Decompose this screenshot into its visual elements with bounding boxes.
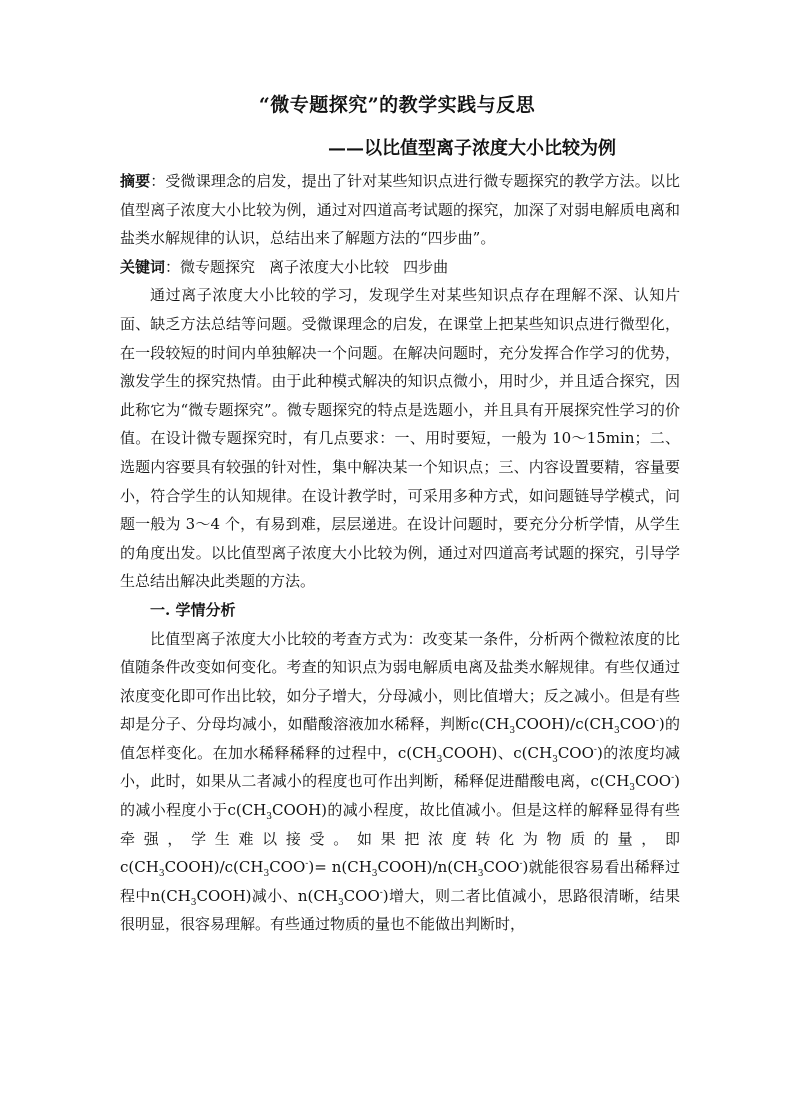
abstract-label: 摘要 bbox=[120, 172, 151, 190]
keyword-item: 四步曲 bbox=[403, 257, 449, 276]
text-run: 的值怎样变化。在加水稀释稀释的过程中， bbox=[120, 715, 680, 762]
abstract-colon: ： bbox=[150, 172, 166, 190]
document-body bbox=[120, 167, 680, 939]
text-run: 的减小程度小于 bbox=[120, 801, 228, 820]
text-run: 的浓度均减小，此时，如果从二者减小的程度也可作出判断，稀释促进醋酸电离， bbox=[120, 743, 680, 791]
text-run: 就能很容易看出稀释过程中 bbox=[120, 858, 680, 905]
keywords-label: 关键词 bbox=[120, 257, 166, 276]
keywords-colon: ： bbox=[165, 257, 181, 276]
text-run: 比值型离子浓度大小比较的考查方式为：改变某一条件，分析两个微粒浓度的比值随条件改变如何变化。考查的知识点为弱电解质电离及盐类水解规律。有些仅通过浓度变化即可作出比较，如分子增大，分母减小，则比值增大；反之减小。但是有些却是分子、分母均减小，如醋酸溶液加水稀释，判断 bbox=[120, 629, 680, 734]
keywords bbox=[120, 253, 680, 282]
abstract-text: 受微课理念的启发，提出了针对某些知识点进行微专题探究的教学方法。以比值型离子浓度大小比较为例，通过对四道高考试题的探究，加深了对弱电解质电离和盐类水解规律的认识，总结出来了解题方法的“四步曲”。 bbox=[120, 172, 680, 248]
section-heading: 一. 学情分析 bbox=[150, 600, 236, 619]
formula-c-acetic-acid: $c(CH_3COOH)$ bbox=[227, 801, 328, 823]
page-title: “微专题探究”的教学实践与反思 bbox=[258, 94, 536, 116]
intro-paragraph: 通过离子浓度大小比较的学习，发现学生对某些知识点存在理解不深、认知片面、缺乏方法总结等问题。受微课理念的启发，在课堂上把某些知识点进行微型化，在一段较短的时间内单独解决一个问题。在解决问题时，充分发挥合作学习的优势，激发学生的探究热情。由于此种模式解决的知识点微小，用时少，并且适合探究，因此称它为“微专题探究”。微专题探究的特点是选题小，并且具有开展探究性学习的价值。在设计微专题探究时，有几点要求：一、用时要短，一般为 10～15min；二、选题内容要具有较强的针对性，集中解决某一个知识点；三、内容设置要精，容量要小，符合学生的认知规律。在设计教学时，可采用多种方式，如问题链导学模式，问题一般为 3～4 个，有易到难，层层递进。在设计问题时，要充分分析学情，从学生的角度出发。以比值型离子浓度大小比较为例，通过对四道高考试题的探究，引导学生总结出解决此类题的方法。 bbox=[120, 286, 680, 591]
formula-c-pair: $c(CH_3COOH)$、$c(CH_3COO^-)$ bbox=[397, 743, 603, 765]
abstract bbox=[120, 167, 680, 253]
formula-n-acetate: $n(CH_3COO^-)$ bbox=[297, 886, 389, 908]
text-run: 增大，则二者比值减小，思路很清晰，结果很明显，很容易理解。有些通过物质的量也不能做出判断时， bbox=[120, 886, 680, 934]
text-run: 的减小程度，故比值减小。但是这样的解释显得有些牵强，学生难以接受。如果把浓度转化为物质的量，即 bbox=[120, 801, 680, 848]
formula-ratio-equality: $c(CH_3COOH)/c(CH_3COO^-)=$ $n(CH_3COOH)/n(CH_3COO^-)$ bbox=[120, 858, 529, 880]
formula-n-acetic-acid: $n(CH_3COOH)$ bbox=[150, 886, 252, 908]
formula-c-acetate: $c(CH_3COO^-)$ bbox=[590, 772, 680, 794]
formula-ratio-c: $c(CH_3COOH)/c(CH_3COO^-)$ bbox=[470, 715, 665, 737]
keyword-item: 微专题探究 bbox=[180, 257, 256, 276]
keyword-item: 离子浓度大小比较 bbox=[269, 257, 390, 276]
page-subtitle: ——以比值型离子浓度大小比较为例 bbox=[328, 138, 616, 159]
text-run: 减小、 bbox=[251, 886, 298, 905]
section-paragraph bbox=[120, 625, 680, 940]
